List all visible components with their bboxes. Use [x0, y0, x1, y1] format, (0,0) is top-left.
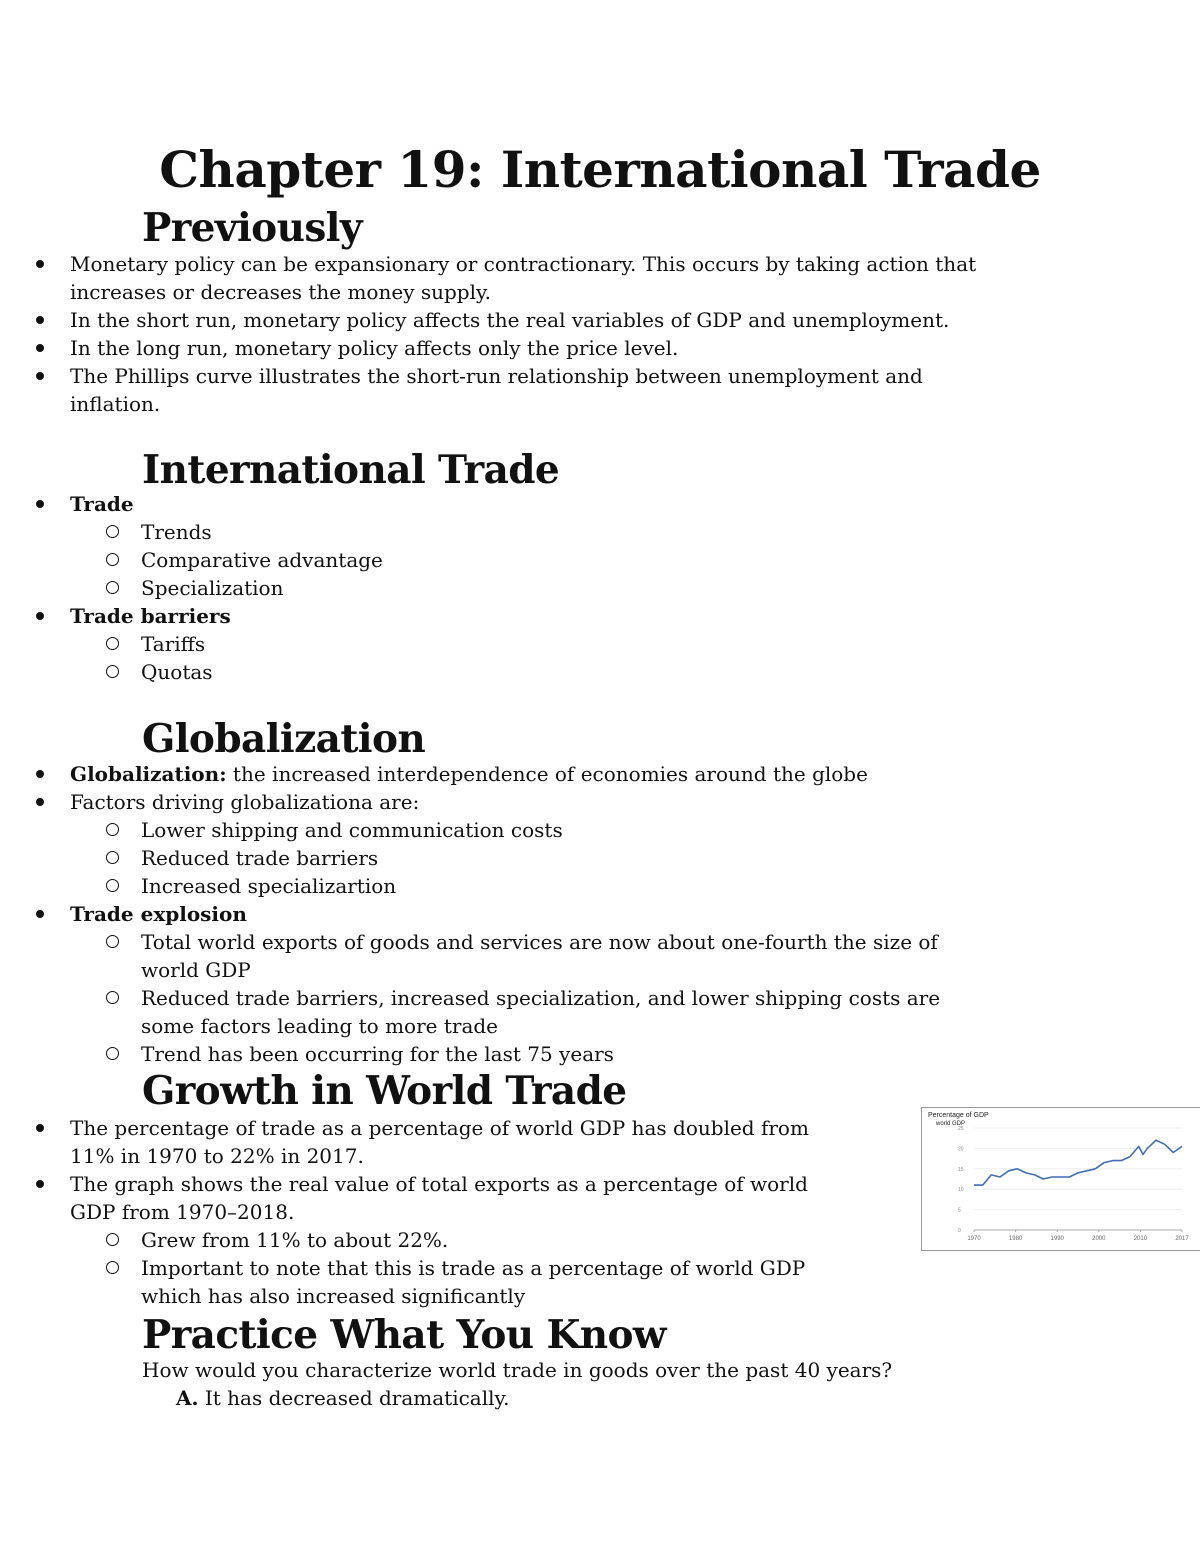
- list-item: Important to note that this is trade as a percentage of world GDP which has also increased significantly: [0, 1254, 809, 1310]
- bullet-icon: [36, 1124, 44, 1132]
- list-item: Comparative advantage: [0, 546, 383, 574]
- heading-growth-world-trade: Growth in World Trade: [142, 1068, 627, 1114]
- circle-bullet-icon: [106, 1261, 119, 1274]
- list-item: Tariffs: [0, 630, 383, 658]
- circle-bullet-icon: [106, 553, 119, 566]
- y-tick-label: 15: [958, 1166, 964, 1173]
- bullet-icon: [36, 1180, 44, 1188]
- y-tick-label: 20: [958, 1146, 964, 1153]
- circle-bullet-icon: [106, 665, 119, 678]
- list-item: Reduced trade barriers: [0, 844, 940, 872]
- list-item: Monetary policy can be expansionary or contractionary. This occurs by taking action that increases or decreases the money supply.: [0, 250, 976, 306]
- circle-bullet-icon: [106, 991, 119, 1004]
- y-tick-label: 5: [958, 1207, 961, 1214]
- y-tick-label: 0: [958, 1228, 961, 1234]
- list-item: In the long run, monetary policy affects only the price level.: [0, 334, 976, 362]
- list-item: Reduced trade barriers, increased specialization, and lower shipping costs are some factors leading to more trade: [0, 984, 940, 1040]
- series-line: [974, 1140, 1182, 1185]
- globalization-list: [0, 760, 940, 1068]
- answer-option-a: A. It has decreased dramatically.: [176, 1386, 510, 1410]
- bullet-icon: [36, 798, 44, 806]
- bullet-icon: [36, 770, 44, 778]
- list-item: Quotas: [0, 658, 383, 686]
- circle-bullet-icon: [106, 637, 119, 650]
- bullet-icon: [36, 500, 44, 508]
- list-item: Globalization: the increased interdependence of economies around the globe: [0, 760, 940, 788]
- circle-bullet-icon: [106, 935, 119, 948]
- circle-bullet-icon: [106, 823, 119, 836]
- x-tick-label: 2017: [1175, 1236, 1189, 1242]
- list-item: The graph shows the real value of total exports as a percentage of world GDP from 1970–2018.: [0, 1170, 809, 1226]
- x-tick-label: 2000: [1092, 1236, 1106, 1242]
- international-trade-list: [0, 490, 383, 686]
- list-item: Increased specializartion: [0, 872, 940, 900]
- bullet-icon: [36, 372, 44, 380]
- list-item: The Phillips curve illustrates the short-run relationship between unemployment and inflation.: [0, 362, 976, 418]
- list-item: The percentage of trade as a percentage of world GDP has doubled from 11% in 1970 to 22% in 2017.: [0, 1114, 809, 1170]
- page-title: Chapter 19: International Trade: [159, 140, 1041, 199]
- list-item: Factors driving globalizationa are:: [0, 788, 940, 816]
- circle-bullet-icon: [106, 525, 119, 538]
- x-tick-label: 1990: [1050, 1236, 1064, 1242]
- circle-bullet-icon: [106, 581, 119, 594]
- list-item: Trade explosion: [0, 900, 940, 928]
- heading-practice: Practice What You Know: [142, 1312, 666, 1358]
- bullet-icon: [36, 260, 44, 268]
- circle-bullet-icon: [106, 1047, 119, 1060]
- bullet-icon: [36, 344, 44, 352]
- list-item: Grew from 11% to about 22%.: [0, 1226, 809, 1254]
- chart-subtitle: world GDP: [936, 1121, 966, 1127]
- list-item: Specialization: [0, 574, 383, 602]
- list-item: Total world exports of goods and services are now about one-fourth the size of world GDP: [0, 928, 940, 984]
- circle-bullet-icon: [106, 851, 119, 864]
- chart-svg: [922, 1108, 1200, 1250]
- bullet-icon: [36, 612, 44, 620]
- y-tick-label: 10: [958, 1187, 964, 1194]
- list-item: Trade: [0, 490, 383, 518]
- bullet-icon: [36, 316, 44, 324]
- chart-title: Percentage of GDP: [928, 1112, 989, 1119]
- previously-list: [0, 250, 976, 418]
- list-item: Trade barriers: [0, 602, 383, 630]
- x-tick-label: 1970: [967, 1236, 981, 1242]
- circle-bullet-icon: [106, 879, 119, 892]
- bullet-icon: [36, 910, 44, 918]
- growth-list: [0, 1114, 809, 1310]
- list-item: Trend has been occurring for the last 75 years: [0, 1040, 940, 1068]
- y-tick-label: 25: [958, 1126, 964, 1132]
- list-item: Lower shipping and communication costs: [0, 816, 940, 844]
- exports-gdp-chart: [921, 1107, 1200, 1251]
- heading-international-trade: International Trade: [142, 447, 560, 493]
- list-item: In the short run, monetary policy affects the real variables of GDP and unemployment.: [0, 306, 976, 334]
- practice-question: How would you characterize world trade in goods over the past 40 years?: [142, 1358, 893, 1382]
- circle-bullet-icon: [106, 1233, 119, 1246]
- list-item: Trends: [0, 518, 383, 546]
- x-tick-label: 2010: [1133, 1236, 1148, 1242]
- x-tick-label: 1980: [1008, 1236, 1023, 1242]
- heading-previously: Previously: [142, 205, 362, 251]
- heading-globalization: Globalization: [142, 716, 426, 762]
